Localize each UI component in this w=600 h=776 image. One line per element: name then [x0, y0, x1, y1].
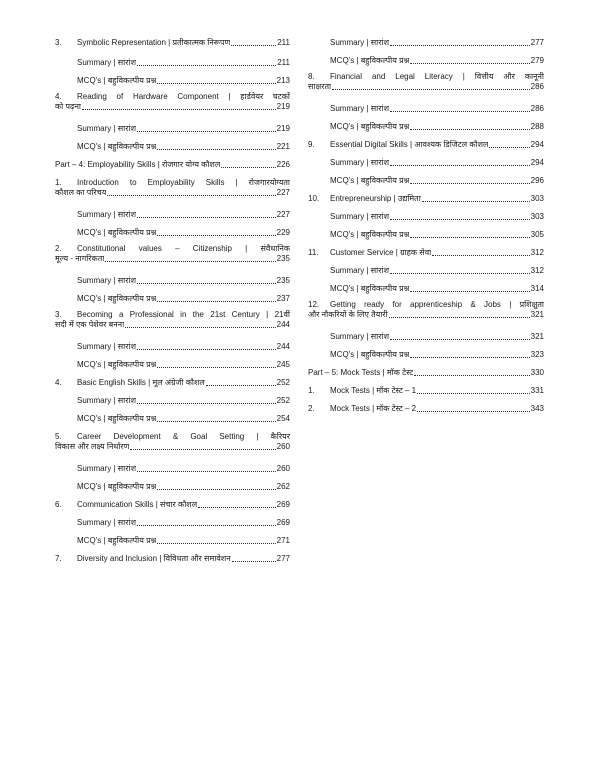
toc-entry-line	[330, 230, 544, 240]
toc-entry-title: MCQ's | बहुविकल्पीय प्रश्न	[330, 350, 410, 359]
toc-entry-title: Basic English Skills | मूल अंग्रेजी कौशल	[77, 378, 205, 387]
toc-page-number: 286	[530, 104, 544, 113]
toc-entry[interactable]	[308, 368, 544, 378]
leader-dots	[157, 543, 275, 544]
toc-entry-line	[55, 188, 290, 198]
toc-entry-line	[308, 194, 544, 204]
toc-page-number: 312	[530, 266, 544, 275]
toc-entry-label	[77, 360, 156, 370]
toc-entry-label	[55, 500, 197, 510]
toc-entry-title: Customer Service | ग्राहक सेवा	[330, 248, 432, 257]
toc-entry-title: MCQ's | बहुविकल्पीय प्रश्न	[330, 56, 410, 65]
toc-entry[interactable]	[308, 230, 544, 240]
toc-entry-label	[330, 176, 409, 186]
toc-entry[interactable]	[55, 554, 290, 564]
toc-entry-number: 1.	[55, 178, 62, 187]
toc-entry-label	[330, 266, 389, 276]
toc-page-number: 254	[276, 414, 290, 423]
toc-entry-label	[77, 124, 136, 134]
leader-dots	[410, 357, 529, 358]
toc-entry-title: MCQ's | बहुविकल्पीय प्रश्न	[77, 414, 157, 423]
toc-entry-number: 9.	[308, 140, 315, 149]
toc-entry-title-line	[55, 178, 290, 188]
toc-entry-label	[308, 368, 413, 378]
toc-entry-title: Summary | सारांश	[330, 104, 390, 113]
toc-entry-label	[77, 518, 136, 528]
toc-entry-line	[55, 500, 290, 510]
toc-entry-label	[308, 248, 431, 258]
leader-dots	[390, 273, 530, 274]
leader-dots	[206, 385, 276, 386]
toc-entry-line	[77, 536, 290, 546]
toc-entry[interactable]	[55, 142, 290, 152]
toc-entry[interactable]	[308, 72, 544, 92]
toc-entry-title: Summary | सारांश	[77, 464, 137, 473]
toc-entry[interactable]	[55, 536, 290, 546]
leader-dots	[137, 131, 276, 132]
toc-entry-title: Summary | सारांश	[77, 518, 137, 527]
leader-dots	[231, 45, 276, 46]
toc-entry[interactable]	[55, 92, 290, 112]
toc-entry-line	[330, 284, 544, 294]
toc-entry-line	[77, 294, 290, 304]
leader-dots	[410, 291, 529, 292]
leader-dots	[414, 375, 529, 376]
toc-page-number: 235	[276, 276, 290, 285]
toc-entry[interactable]	[55, 160, 290, 170]
toc-entry-line	[55, 442, 290, 452]
toc-entry-title-cont: सदी में एक पेशेवर बनना	[55, 320, 125, 329]
toc-entry-label	[77, 414, 156, 424]
toc-page-number: 269	[276, 500, 290, 509]
toc-entry-title: Becoming a Professional in the 21st Century | 21वीं	[77, 310, 290, 319]
leader-dots	[390, 45, 530, 46]
toc-entry-line	[77, 482, 290, 492]
leader-dots	[137, 525, 276, 526]
leader-dots	[432, 255, 529, 256]
toc-entry-number: 12.	[308, 300, 320, 309]
toc-page-number: 343	[530, 404, 544, 413]
leader-dots	[422, 201, 530, 202]
toc-entry[interactable]	[308, 176, 544, 186]
toc-entry-line	[77, 124, 290, 134]
toc-page-number: 245	[276, 360, 290, 369]
toc-entry-line	[55, 254, 290, 264]
toc-entry-title: Essential Digital Skills | आवश्यक डिजिटल कौशल	[330, 140, 489, 149]
toc-entry-label	[77, 464, 136, 474]
toc-entry-line	[308, 386, 544, 396]
toc-entry-line	[330, 212, 544, 222]
toc-entry-label	[55, 554, 231, 564]
toc-entry-label	[77, 294, 156, 304]
toc-entry-title: Summary | सारांश	[77, 210, 137, 219]
toc-page-number: 314	[530, 284, 544, 293]
toc-entry-title: MCQ's | बहुविकल्पीय प्रश्न	[77, 294, 157, 303]
toc-page-number: 226	[276, 160, 290, 169]
toc-page-number: 269	[276, 518, 290, 527]
toc-entry-line	[77, 414, 290, 424]
toc-entry[interactable]	[55, 76, 290, 86]
toc-page-number: 331	[530, 386, 544, 395]
toc-entry-number: 5.	[55, 432, 62, 441]
toc-entry-line	[308, 140, 544, 150]
toc-entry-title-cont: कौशल का परिचय	[55, 188, 107, 197]
toc-entry-title: Summary | सारांश	[77, 124, 137, 133]
toc-entry-line	[55, 554, 290, 564]
toc-entry-title-cont: साक्षरता	[308, 82, 332, 91]
toc-entry-title: Mock Tests | मॉक टेस्ट – 2	[330, 404, 417, 413]
toc-entry-label	[330, 332, 389, 342]
toc-entry-line	[308, 368, 544, 378]
toc-entry-line	[308, 82, 544, 92]
toc-entry-title: Summary | सारांश	[77, 396, 137, 405]
toc-entry-title: Part – 5: Mock Tests | मॉक टेस्ट	[308, 368, 414, 377]
toc-entry-title: Summary | सारांश	[330, 212, 390, 221]
toc-entry-number: 2.	[308, 404, 315, 413]
toc-entry-title: Part – 4: Employability Skills | रोजगार योग्य कौशल	[55, 160, 221, 169]
toc-entry-title: Summary | सारांश	[330, 158, 390, 167]
toc-entry-title: MCQ's | बहुविकल्पीय प्रश्न	[77, 536, 157, 545]
toc-page-number: 219	[276, 124, 290, 133]
toc-entry-line	[77, 142, 290, 152]
toc-entry[interactable]	[308, 158, 544, 168]
toc-entry[interactable]	[55, 310, 290, 330]
toc-entry-line	[330, 56, 544, 66]
toc-entry-title-cont: और नौकरियों के लिए तैयारी	[308, 310, 388, 319]
toc-entry-title: Summary | सारांश	[330, 38, 390, 47]
toc-entry[interactable]	[55, 38, 290, 48]
toc-entry-title: Diversity and Inclusion | विविधता और समावेशन	[77, 554, 231, 563]
toc-page-number: 294	[530, 158, 544, 167]
leader-dots	[390, 339, 530, 340]
toc-page-number: 279	[530, 56, 544, 65]
toc-entry[interactable]	[308, 350, 544, 360]
toc-entry-line	[330, 158, 544, 168]
toc-entry[interactable]	[308, 56, 544, 66]
toc-page-number: 294	[530, 140, 544, 149]
toc-page-number: 277	[276, 554, 290, 563]
toc-entry-label	[308, 404, 416, 414]
toc-entry[interactable]	[55, 178, 290, 198]
leader-dots	[157, 149, 275, 150]
toc-entry-title: Financial and Legal Literacy | वित्तीय और कानूनी	[330, 72, 544, 81]
toc-entry-number: 2.	[55, 244, 62, 253]
toc-entry[interactable]	[308, 248, 544, 258]
leader-dots	[137, 349, 276, 350]
toc-entry-label	[308, 140, 488, 150]
leader-dots	[410, 129, 529, 130]
toc-entry-line	[77, 58, 290, 68]
leader-dots	[125, 327, 275, 328]
toc-page-number: 321	[530, 332, 544, 341]
toc-entry-title-line	[55, 432, 290, 442]
leader-dots	[417, 393, 530, 394]
leader-dots	[390, 111, 530, 112]
toc-entry-line	[330, 104, 544, 114]
toc-entry-line	[77, 210, 290, 220]
toc-entry[interactable]	[55, 396, 290, 406]
toc-entry[interactable]	[308, 300, 544, 320]
toc-page-number: 237	[276, 294, 290, 303]
toc-page-number: 323	[530, 350, 544, 359]
toc-entry-line	[55, 378, 290, 388]
toc-entry[interactable]	[308, 140, 544, 150]
toc-entry-title: Summary | सारांश	[330, 332, 390, 341]
toc-entry-title: Career Development & Goal Setting | कैरियर	[77, 432, 290, 441]
toc-entry[interactable]	[55, 276, 290, 286]
toc-entry-label	[77, 58, 136, 68]
toc-entry-line	[308, 248, 544, 258]
leader-dots	[157, 489, 275, 490]
toc-entry-number: 8.	[308, 72, 315, 81]
toc-entry-title-cont: मूल्य - नागरिकता	[55, 254, 105, 263]
toc-entry-title: Summary | सारांश	[330, 266, 390, 275]
toc-page-number: 252	[276, 396, 290, 405]
toc-entry-title: MCQ's | बहुविकल्पीय प्रश्न	[330, 122, 410, 131]
toc-entry-title-line	[55, 92, 290, 102]
toc-entry-number: 4.	[55, 378, 62, 387]
toc-entry-label	[330, 122, 409, 132]
leader-dots	[157, 301, 275, 302]
toc-entry-title: MCQ's | बहुविकल्पीय प्रश्न	[330, 176, 410, 185]
leader-dots	[137, 403, 276, 404]
toc-entry-label	[330, 38, 389, 48]
toc-entry[interactable]	[308, 38, 544, 48]
toc-entry[interactable]	[55, 244, 290, 264]
toc-entry[interactable]	[55, 414, 290, 424]
toc-entry[interactable]	[55, 464, 290, 474]
toc-entry-title: Summary | सारांश	[77, 342, 137, 351]
toc-page-number: 303	[530, 212, 544, 221]
toc-entry-line	[330, 176, 544, 186]
toc-page-number: 213	[276, 76, 290, 85]
toc-entry-line	[77, 518, 290, 528]
toc-entry[interactable]	[308, 332, 544, 342]
toc-entry-label	[77, 276, 136, 286]
toc-entry[interactable]	[55, 342, 290, 352]
toc-entry-title-line	[308, 300, 544, 310]
toc-entry-line	[77, 360, 290, 370]
leader-dots	[130, 449, 275, 450]
toc-page-number: 229	[276, 228, 290, 237]
toc-page-number: 286	[530, 82, 544, 91]
leader-dots	[332, 89, 530, 90]
toc-entry-line	[55, 320, 290, 330]
leader-dots	[105, 261, 275, 262]
toc-entry[interactable]	[308, 284, 544, 294]
toc-entry-title-line	[55, 244, 290, 254]
toc-entry-line	[330, 38, 544, 48]
toc-entry[interactable]	[308, 212, 544, 222]
toc-entry-line	[77, 228, 290, 238]
leader-dots	[137, 217, 276, 218]
toc-page-number: 211	[277, 38, 290, 47]
toc-entry-line	[77, 276, 290, 286]
toc-page-number: 312	[530, 248, 544, 257]
toc-entry-line	[330, 122, 544, 132]
toc-entry-title: Communication Skills | संचार कौशल	[77, 500, 198, 509]
toc-entry-title: Getting ready for apprenticeship & Jobs | प्रशिक्षुता	[330, 300, 544, 309]
toc-entry[interactable]	[308, 194, 544, 204]
toc-entry-title: Symbolic Representation | प्रतीकात्मक निरूपण	[77, 38, 231, 47]
toc-entry-label	[330, 158, 389, 168]
toc-entry-label	[77, 142, 156, 152]
toc-page-number: 330	[530, 368, 544, 377]
toc-entry-label	[77, 536, 156, 546]
toc-page-number: 271	[276, 536, 290, 545]
toc-page-number: 221	[276, 142, 290, 151]
toc-entry-label	[77, 342, 136, 352]
toc-page-number: 244	[276, 320, 290, 329]
toc-entry-line	[77, 342, 290, 352]
toc-entry-number: 6.	[55, 500, 62, 509]
toc-entry-line	[55, 160, 290, 170]
leader-dots	[107, 195, 275, 196]
toc-entry-title: Reading of Hardware Component | हार्डवेयर घटकों	[77, 92, 290, 101]
toc-page-number: 303	[530, 194, 544, 203]
toc-page-number: 277	[530, 38, 544, 47]
leader-dots	[157, 235, 275, 236]
toc-entry-line	[77, 76, 290, 86]
toc-entry-line	[330, 332, 544, 342]
toc-page-number: 262	[276, 482, 290, 491]
toc-page-number: 244	[276, 342, 290, 351]
leader-dots	[198, 507, 276, 508]
toc-entry-number: 1.	[308, 386, 315, 395]
toc-entry-label	[77, 76, 156, 86]
toc-entry-line	[55, 102, 290, 112]
toc-page-number: 296	[530, 176, 544, 185]
toc-entry-title-cont: को पढ़ना	[55, 102, 81, 111]
toc-entry[interactable]	[308, 104, 544, 114]
leader-dots	[157, 367, 275, 368]
toc-entry-label	[330, 104, 389, 114]
toc-entry-label	[55, 38, 230, 48]
toc-entry-title: Summary | सारांश	[77, 58, 137, 67]
toc-entry-title: MCQ's | बहुविकल्पीय प्रश्न	[77, 482, 157, 491]
toc-entry-title-cont: विकास और लक्ष्य निर्धारण	[55, 442, 130, 451]
toc-entry-title: Mock Tests | मॉक टेस्ट – 1	[330, 386, 417, 395]
toc-page-number: 305	[530, 230, 544, 239]
leader-dots	[390, 165, 530, 166]
toc-entry[interactable]	[308, 404, 544, 414]
leader-dots	[221, 167, 275, 168]
toc-page-number: 260	[276, 442, 290, 451]
toc-entry-number: 11.	[308, 248, 319, 257]
toc-page-number: 260	[276, 464, 290, 473]
leader-dots	[137, 65, 276, 66]
leader-dots	[410, 63, 529, 64]
leader-dots	[417, 411, 530, 412]
toc-entry-title: Constitutional values – Citizenship | संवैधानिक	[77, 244, 290, 253]
toc-entry-title: MCQ's | बहुविकल्पीय प्रश्न	[77, 228, 157, 237]
toc-page-number: 219	[276, 102, 290, 111]
toc-entry-number: 10.	[308, 194, 320, 203]
toc-entry-title: Introduction to Employability Skills | रोजगारयोग्यता	[77, 178, 290, 187]
toc-entry[interactable]	[55, 432, 290, 452]
toc-page-number: 227	[276, 210, 290, 219]
toc-page-number: 235	[276, 254, 290, 263]
toc-page-number: 321	[530, 310, 544, 319]
toc-entry-number: 7.	[55, 554, 62, 563]
toc-entry-line	[330, 350, 544, 360]
toc-entry-label	[55, 160, 220, 170]
toc-entry-title: MCQ's | बहुविकल्पीय प्रश्न	[330, 230, 410, 239]
toc-entry-line	[77, 396, 290, 406]
toc-entry-label	[330, 230, 409, 240]
toc-entry-title: MCQ's | बहुविकल्पीय प्रश्न	[330, 284, 410, 293]
toc-entry-label	[330, 56, 409, 66]
toc-entry-label	[308, 386, 416, 396]
toc-entry[interactable]	[308, 266, 544, 276]
toc-entry-label	[330, 350, 409, 360]
leader-dots	[389, 317, 530, 318]
toc-entry-title: MCQ's | बहुविकल्पीय प्रश्न	[77, 142, 157, 151]
toc-entry-label	[77, 396, 136, 406]
leader-dots	[410, 183, 529, 184]
toc-page-number: 252	[276, 378, 290, 387]
toc-entry[interactable]	[308, 122, 544, 132]
leader-dots	[137, 471, 276, 472]
toc-entry[interactable]	[55, 378, 290, 388]
toc-entry[interactable]	[55, 124, 290, 134]
toc-entry-line	[308, 404, 544, 414]
toc-entry[interactable]	[55, 360, 290, 370]
toc-entry-title: MCQ's | बहुविकल्पीय प्रश्न	[77, 360, 157, 369]
toc-entry-title: Summary | सारांश	[77, 276, 137, 285]
leader-dots	[157, 421, 275, 422]
toc-entry[interactable]	[55, 210, 290, 220]
leader-dots	[489, 147, 529, 148]
toc-entry[interactable]	[55, 482, 290, 492]
toc-entry-number: 4.	[55, 92, 62, 101]
toc-entry-title-line	[55, 310, 290, 320]
leader-dots	[82, 109, 276, 110]
toc-entry-title: Entrepreneurship | उद्यमिता	[330, 194, 421, 203]
toc-entry-title: MCQ's | बहुविकल्पीय प्रश्न	[77, 76, 157, 85]
toc-entry-number: 3.	[55, 310, 62, 319]
toc-page-number: 288	[530, 122, 544, 131]
toc-entry[interactable]	[55, 294, 290, 304]
leader-dots	[157, 83, 275, 84]
toc-entry-label	[77, 228, 156, 238]
toc-entry[interactable]	[55, 58, 290, 68]
toc-page-number: 211	[277, 58, 290, 67]
leader-dots	[137, 283, 276, 284]
toc-page-number: 227	[276, 188, 290, 197]
toc-entry[interactable]	[308, 386, 544, 396]
toc-entry[interactable]	[55, 228, 290, 238]
toc-entry-label	[55, 378, 205, 388]
leader-dots	[390, 219, 530, 220]
toc-entry-title-line	[308, 72, 544, 82]
toc-entry-line	[77, 464, 290, 474]
leader-dots	[410, 237, 529, 238]
toc-entry-line	[330, 266, 544, 276]
toc-entry[interactable]	[55, 518, 290, 528]
toc-entry-label	[77, 482, 156, 492]
toc-entry-label	[330, 212, 389, 222]
toc-entry-label	[308, 194, 421, 204]
leader-dots	[232, 561, 276, 562]
toc-entry-line	[308, 310, 544, 320]
toc-entry-label	[77, 210, 136, 220]
toc-entry-number: 3.	[55, 38, 62, 47]
toc-entry-line	[55, 38, 290, 48]
toc-entry[interactable]	[55, 500, 290, 510]
toc-entry-label	[330, 284, 409, 294]
